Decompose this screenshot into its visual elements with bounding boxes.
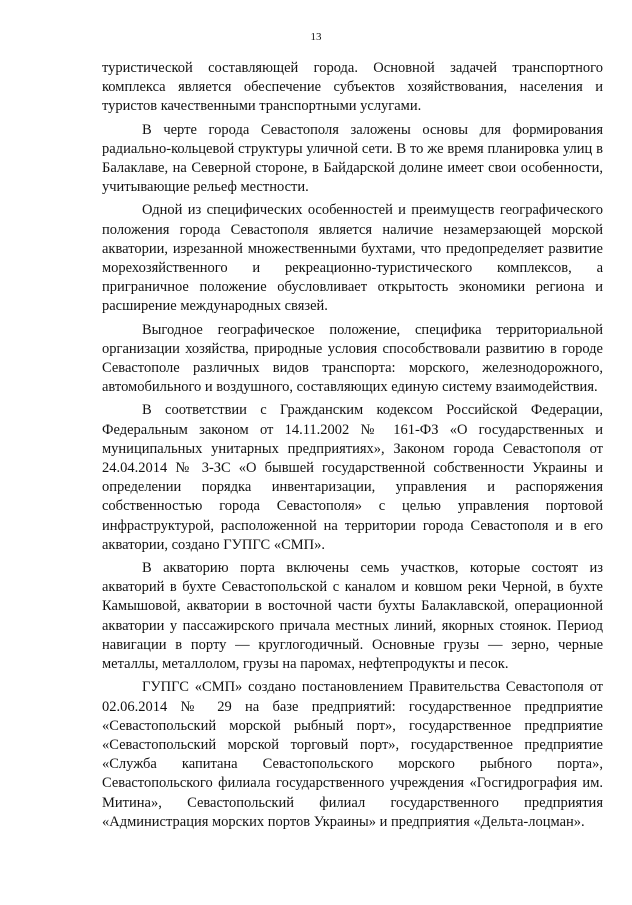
paragraph-transport-task: туристической составляющей города. Основной задачей транспортного комплекса является обеспечение субъектов хозяйствования, населения и туристов качественными транспортными услугами. <box>102 60 603 115</box>
paragraph-street-network: В черте города Севастополя заложены основы для формирования радиально-кольцевой структуры уличной сети. В то же время планировка улиц в Балаклаве, на Северной стороне, в Байдарской долине имеет свои особенности, учитывающие рельеф местности. <box>102 121 603 196</box>
paragraph-legal-basis: В соответствии с Гражданским кодексом Российской Федерации, Федеральным законом от 14.11.2002 № 161-ФЗ «О государственных и муниципальных унитарных предприятиях», Законом города Севастополя от 24.04.2014 № 3-ЗС «О бывшей государственной собственности Украины и определении порядка инвентаризации, управления и распоряжения собственностью города Севастополя» с целью управления портовой инфраструктурой, расположенной на территории города Севастополя и в его акватории, создано ГУПГС «СМП». <box>102 402 603 553</box>
document-body <box>102 59 603 836</box>
paragraph-gupgs-creation: ГУПГС «СМП» создано постановлением Правительства Севастополя от 02.06.2014 № 29 на базе предприятий: государственное предприятие «Севастопольский морской рыбный порт», государственное предприятие «Севастопольский морской торговый порт», государственное предприятие «Служба капитана Севастопольского морского рыбного порта», Севастопольского филиала государственного учреждения «Госгидрография им. Митина», Севастопольский филиал государственного предприятия «Администрация морских портов Украины» и предприятия «Дельта-лоцман». <box>102 679 603 830</box>
paragraph-geographic-advantages: Одной из специфических особенностей и преимуществ географического положения города Севастополя является наличие незамерзающей морской акватории, изрезанной множественными бухтами, что предопределяет развитие морехозяйственного и рекреационно-туристического комплексов, а приграничное положение обусловливает открытость экономики региона и расширение международных связей. <box>102 202 603 315</box>
paragraph-transport-types: Выгодное географическое положение, специфика территориальной организации хозяйства, природные условия способствовали развитию в городе Севастополе различных видов транспорта: морского, железнодорожного, автомобильного и воздушного, составляющих единую систему взаимодействия. <box>102 321 603 396</box>
paragraph-port-waters: В акваторию порта включены семь участков, которые состоят из акваторий в бухте Севастопольской с каналом и ковшом реки Черной, в бухте Камышовой, акватории в восточной части бухты Балаклавской, операционной акватории у пассажирского причала местных линий, якорных стоянок. Период навигации в порту — круглогодичный. Основные грузы — зерно, черные металлы, металлолом, грузы на паромах, нефтепродукты и песок. <box>102 560 603 673</box>
page-number: 13 <box>310 31 322 43</box>
